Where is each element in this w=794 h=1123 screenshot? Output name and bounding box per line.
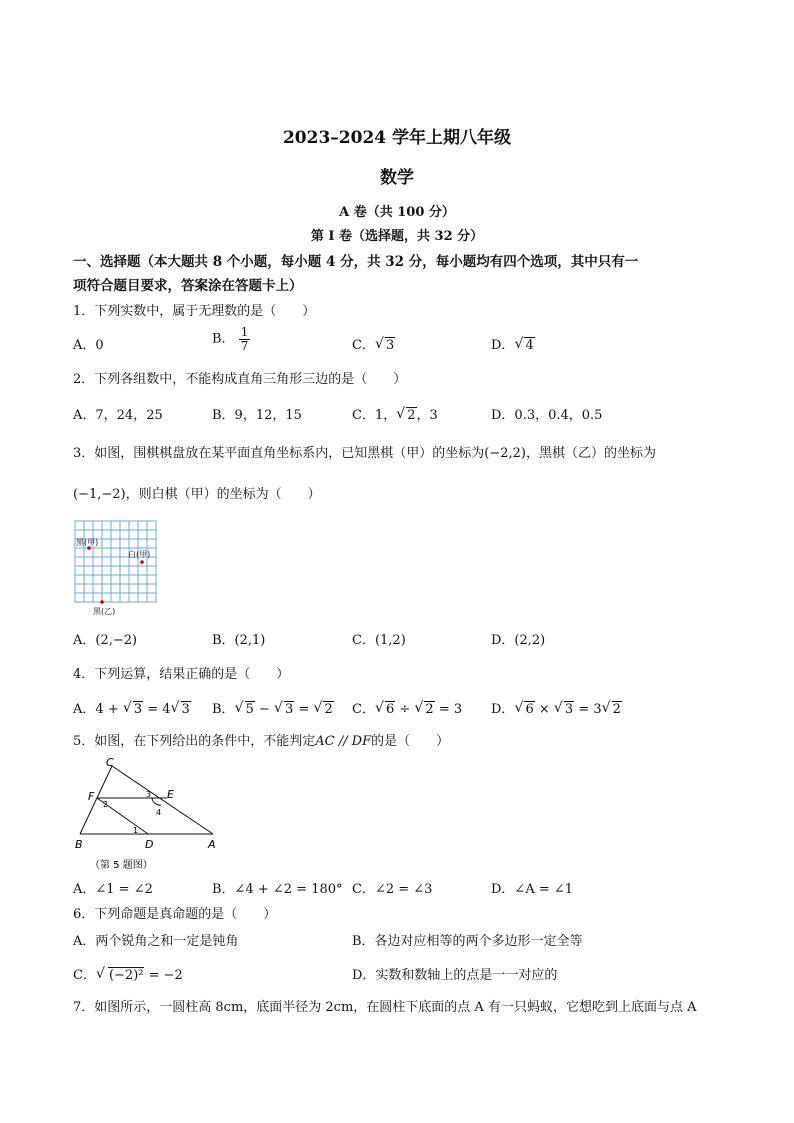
fraction-numerator: 1 [240, 325, 249, 339]
q2-option-a: A．7，24，25 [73, 408, 163, 423]
section1-line2: 项符合题目要求，答案涂在答题卡上） [73, 278, 303, 294]
sqrt-symbol [274, 702, 294, 718]
subject-title: 数学 [380, 168, 414, 188]
angle-4-label: 4 [156, 808, 162, 817]
q2-stem: 2．下列各组数中，不能构成直角三角形三边的是（ ） [73, 372, 407, 387]
point-D: D [145, 838, 154, 851]
q3-stem-text: 3．如图，围棋棋盘放在某平面直角坐标系内，已知黑棋（甲）的坐标为 [73, 446, 485, 461]
q4-option-c [352, 702, 462, 718]
white-stone-a-marker [140, 560, 144, 564]
radicand: 3 [564, 702, 574, 717]
sqrt-symbol [375, 702, 395, 718]
point-C: C [106, 756, 114, 769]
q6-option-b: B．各边对应相等的两个多边形一定全等 [352, 934, 583, 949]
q3-stem-line2 [73, 487, 321, 503]
sqrt-symbol [514, 338, 534, 354]
angle-1-label: 1 [133, 826, 139, 835]
radicand: 5 [245, 702, 254, 717]
q2-option-d: D．0.3，0.4，0.5 [491, 408, 603, 423]
expr-part: = 3 [434, 702, 463, 717]
go-board-figure [70, 518, 165, 618]
q7-stem: 7．如图所示，一圆柱高 8cm，底面半径为 2cm，在圆柱下底面的点 A 有一只蚂蚁，它想吃到上底面与点 A [73, 1000, 697, 1015]
sqrt-symbol [396, 408, 416, 424]
point-E: E [167, 788, 174, 801]
q5-stem-math: AC // DF [315, 734, 372, 749]
triangle-figure [70, 756, 230, 874]
expr-part: = 4 [143, 702, 171, 717]
expr-part: 4 + [95, 702, 123, 717]
q3-coordinate: (−1,−2) [73, 487, 126, 502]
angle-3-label: 3 [146, 790, 152, 799]
section1-line1: 一、选择题（本大题共 8 个小题，每小题 4 分，共 32 分，每小题均有四个选项，其中只有一 [73, 254, 639, 270]
q6-stem: 6．下列命题是真命题的是（ ） [73, 907, 277, 922]
q3-coordinate: (−2,2) [484, 446, 526, 461]
sqrt-symbol [235, 702, 255, 718]
q4-option-d [491, 702, 622, 718]
q1-option-b [212, 326, 250, 353]
q5-option-d: D．∠A = ∠1 [491, 882, 574, 897]
q3-option-a: A．(2,−2) [73, 633, 138, 648]
part-one-heading: 第 I 卷（选择题，共 32 分） [310, 229, 484, 244]
q2-option-c [352, 408, 438, 424]
q5-stem [73, 734, 449, 750]
point-A: A [208, 838, 216, 851]
radicand: 6 [385, 702, 395, 717]
label-black-a: 黑(甲) [76, 538, 99, 547]
fraction [239, 326, 251, 353]
radicand: 2 [324, 702, 333, 717]
option-label: B． [212, 702, 235, 717]
angle-2-label: 2 [103, 800, 109, 809]
option-label: A． [73, 338, 96, 353]
sqrt-symbol [171, 702, 191, 718]
sqrt-symbol [414, 702, 434, 718]
radicand: 3 [385, 338, 395, 353]
fraction-denominator: 7 [240, 339, 249, 353]
sqrt-symbol [375, 338, 395, 354]
q1-option-d [491, 338, 535, 354]
angle-4-arc [152, 798, 161, 805]
exam-title: 2023–2024 学年上期八年级 [282, 128, 512, 148]
option-label: D． [491, 702, 515, 717]
sqrt-symbol [514, 702, 534, 718]
q3-stem-text: ，则白棋（甲）的坐标为（ ） [125, 487, 321, 502]
expr-part: − [254, 702, 275, 717]
radicand: 3 [181, 702, 190, 717]
q3-option-d: D．(2,2) [491, 633, 546, 648]
radicand: 6 [525, 702, 534, 717]
q5-stem-text-b: 的是（ ） [371, 734, 450, 749]
label-white-a: 白(甲) [128, 550, 151, 559]
radicand: 2 [425, 702, 434, 717]
point-B: B [75, 838, 83, 851]
q3-option-c: C．(1,2) [352, 633, 406, 648]
go-board-grid [75, 521, 156, 602]
radicand: 4 [525, 338, 534, 353]
radicand: (−2)² [108, 968, 144, 983]
q3-stem-line1 [73, 446, 656, 462]
q5-option-a: A．∠1 = ∠2 [73, 882, 153, 897]
sqrt-symbol [96, 968, 145, 984]
option-label: C． [352, 702, 375, 717]
q4-stem: 4．下列运算，结果正确的是（ ） [73, 667, 290, 682]
volume-a-heading: A 卷（共 100 分） [339, 205, 455, 220]
q6-option-d: D．实数和数轴上的点是一一对应的 [352, 968, 558, 983]
radicand: 2 [407, 408, 416, 423]
q3-option-b: B．(2,1) [212, 633, 266, 648]
q6-option-c [73, 968, 183, 984]
q5-stem-text: 5．如图，在下列给出的条件中，不能判定 [73, 734, 316, 749]
radicand: 3 [285, 702, 294, 717]
q5-option-c: C．∠2 = ∠3 [352, 882, 433, 897]
label-black-b: 黑(乙) [93, 607, 116, 616]
option-label: D． [491, 338, 515, 353]
q4-option-a [73, 702, 191, 718]
q3-stem-text-b: ，黑棋（乙）的坐标为 [526, 446, 657, 461]
q1-stem: 1．下列实数中，属于无理数的是（ ） [73, 304, 316, 319]
q5-option-b: B．∠4 + ∠2 = 180° [212, 882, 343, 897]
radicand: 2 [612, 702, 621, 717]
option-label: C． [352, 338, 375, 353]
q4-option-b [212, 702, 334, 718]
option-label: B． [212, 331, 235, 347]
point-F: F [88, 790, 95, 803]
sqrt-symbol [554, 702, 574, 718]
option-tail: ，3 [416, 408, 438, 423]
expr-part: × [534, 702, 554, 717]
expr-part: = 3 [574, 702, 602, 717]
sqrt-symbol [123, 702, 143, 718]
q6-option-a: A．两个锐角之和一定是钝角 [73, 934, 239, 949]
q1-option-c [352, 338, 395, 354]
q1-option-a [73, 338, 104, 354]
q2-option-b: B．9，12，15 [212, 408, 302, 423]
expr-part: = [294, 702, 314, 717]
option-label: C． [73, 968, 96, 983]
option-label: A． [73, 702, 96, 717]
expr-part: = −2 [144, 968, 183, 983]
radicand: 3 [133, 702, 143, 717]
sqrt-symbol [313, 702, 333, 718]
expr-part: ÷ [395, 702, 415, 717]
black-stone-b-marker [100, 600, 104, 604]
sqrt-symbol [602, 702, 622, 718]
figure-caption: （第 5 题图） [90, 860, 153, 871]
option-label: C．1， [352, 408, 397, 423]
option-value: 0 [95, 338, 104, 353]
